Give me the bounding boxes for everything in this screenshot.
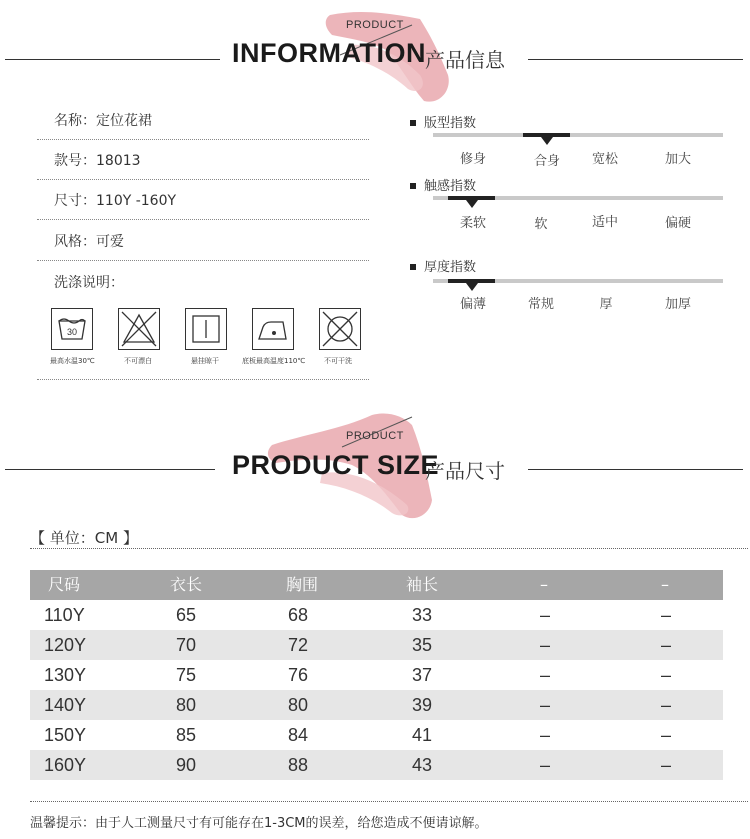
index-title: 触感指数 [410, 175, 476, 194]
product-sku: 款号：18013 [54, 153, 141, 169]
table-cell: – [661, 605, 672, 625]
wash-temp-value: 30 [66, 327, 78, 337]
divider [37, 260, 369, 261]
table-cell: – [661, 665, 672, 685]
table-cell: 75 [176, 665, 197, 685]
table-cell: – [661, 725, 672, 745]
index-option: 偏硬 [664, 216, 691, 231]
care-label: 最高水温30℃ [50, 357, 95, 365]
table-cell: 37 [412, 665, 433, 685]
product-name: 名称：定位花裙 [54, 113, 152, 129]
table-cell: 90 [176, 755, 197, 775]
table-cell: 120Y [44, 635, 87, 655]
divider [30, 801, 748, 802]
table-cell: 80 [176, 695, 197, 715]
iron-110-icon [252, 308, 294, 350]
table-row [30, 600, 723, 630]
header-title-cn: 产品尺寸 [425, 459, 505, 483]
index-pointer-icon [466, 283, 478, 291]
table-cell: 76 [288, 665, 309, 685]
header-title: INFORMATION [232, 38, 426, 68]
index-option: 厚 [599, 297, 613, 312]
table-header-cell: 袖长 [406, 575, 439, 594]
divider [37, 139, 369, 140]
header-rule-right [528, 59, 743, 60]
header-small-text: PRODUCT [346, 19, 404, 31]
table-cell: 160Y [44, 755, 87, 775]
index-pointer-icon [466, 200, 478, 208]
header-rule-left [5, 59, 220, 60]
table-cell: – [540, 695, 551, 715]
index-pointer-icon [541, 137, 553, 145]
table-cell: 84 [288, 725, 309, 745]
product-size-range: 尺寸：110Y -160Y [54, 193, 177, 209]
table-header-row [30, 570, 723, 600]
care-label: 悬挂晾干 [191, 357, 219, 365]
table-header-cell: – [540, 575, 548, 594]
table-cell: 39 [412, 695, 433, 715]
table-cell: 65 [176, 605, 197, 625]
wash-instructions-title: 洗涤说明： [54, 275, 124, 291]
measurement-tip: 温馨提示：由于人工测量尺寸有可能存在1-3CM的误差，给您造成不便请谅解。 [30, 816, 488, 831]
index-option-selected: 合身 [533, 154, 560, 169]
index-title: 版型指数 [410, 112, 476, 131]
table-header-cell: 胸围 [286, 575, 319, 594]
unit-label: 【 单位：CM 】 [30, 529, 138, 547]
divider [37, 379, 369, 380]
table-cell: 140Y [44, 695, 87, 715]
index-option: 适中 [591, 215, 618, 230]
table-cell: 130Y [44, 665, 87, 685]
index-option-selected: 偏薄 [459, 297, 486, 312]
table-header-cell: 尺码 [48, 575, 81, 594]
table-header-cell: – [661, 575, 669, 594]
size-table [30, 570, 723, 780]
table-cell: – [661, 755, 672, 775]
table-cell: 41 [412, 725, 433, 745]
table-cell: 33 [412, 605, 433, 625]
table-row [30, 690, 723, 720]
divider [37, 179, 369, 180]
table-cell: 85 [176, 725, 197, 745]
index-bar [433, 133, 723, 137]
index-option: 宽松 [591, 152, 618, 167]
index-title: 厚度指数 [410, 256, 476, 275]
table-cell: – [540, 755, 551, 775]
index-option-selected: 柔软 [459, 216, 486, 231]
product-style: 风格：可爱 [54, 234, 124, 250]
header-small-text: PRODUCT [346, 430, 404, 442]
care-label: 不可干洗 [324, 357, 352, 365]
index-option: 加大 [664, 152, 691, 167]
header-rule-right [528, 469, 743, 470]
table-cell: – [540, 635, 551, 655]
header-title: PRODUCT SIZE [232, 450, 440, 480]
divider [37, 219, 369, 220]
divider [30, 548, 748, 549]
table-cell: 72 [288, 635, 309, 655]
hang-dry-icon [185, 308, 227, 350]
table-cell: – [540, 725, 551, 745]
care-label: 不可漂白 [124, 357, 152, 365]
table-cell: 110Y [44, 605, 85, 625]
index-option: 软 [534, 217, 548, 232]
table-cell: 80 [288, 695, 309, 715]
table-row [30, 750, 723, 780]
table-cell: – [661, 635, 672, 655]
no-dry-clean-icon [319, 308, 361, 350]
index-option: 常规 [527, 297, 554, 312]
table-cell: – [540, 605, 551, 625]
table-cell: 43 [412, 755, 433, 775]
table-row [30, 660, 723, 690]
header-title-cn: 产品信息 [425, 48, 505, 72]
table-row [30, 630, 723, 660]
table-cell: 68 [288, 605, 309, 625]
wash-30-icon [51, 308, 93, 350]
no-bleach-icon [118, 308, 160, 350]
table-cell: 88 [288, 755, 309, 775]
index-option: 加厚 [664, 297, 691, 312]
header-rule-left [5, 469, 215, 470]
table-header-cell: 衣长 [170, 575, 203, 594]
index-option: 修身 [459, 152, 486, 167]
table-cell: – [661, 695, 672, 715]
table-row [30, 720, 723, 750]
table-cell: – [540, 665, 551, 685]
table-cell: 70 [176, 635, 197, 655]
table-cell: 150Y [44, 725, 87, 745]
table-cell: 35 [412, 635, 433, 655]
care-label: 底板最高温度110℃ [242, 357, 306, 365]
